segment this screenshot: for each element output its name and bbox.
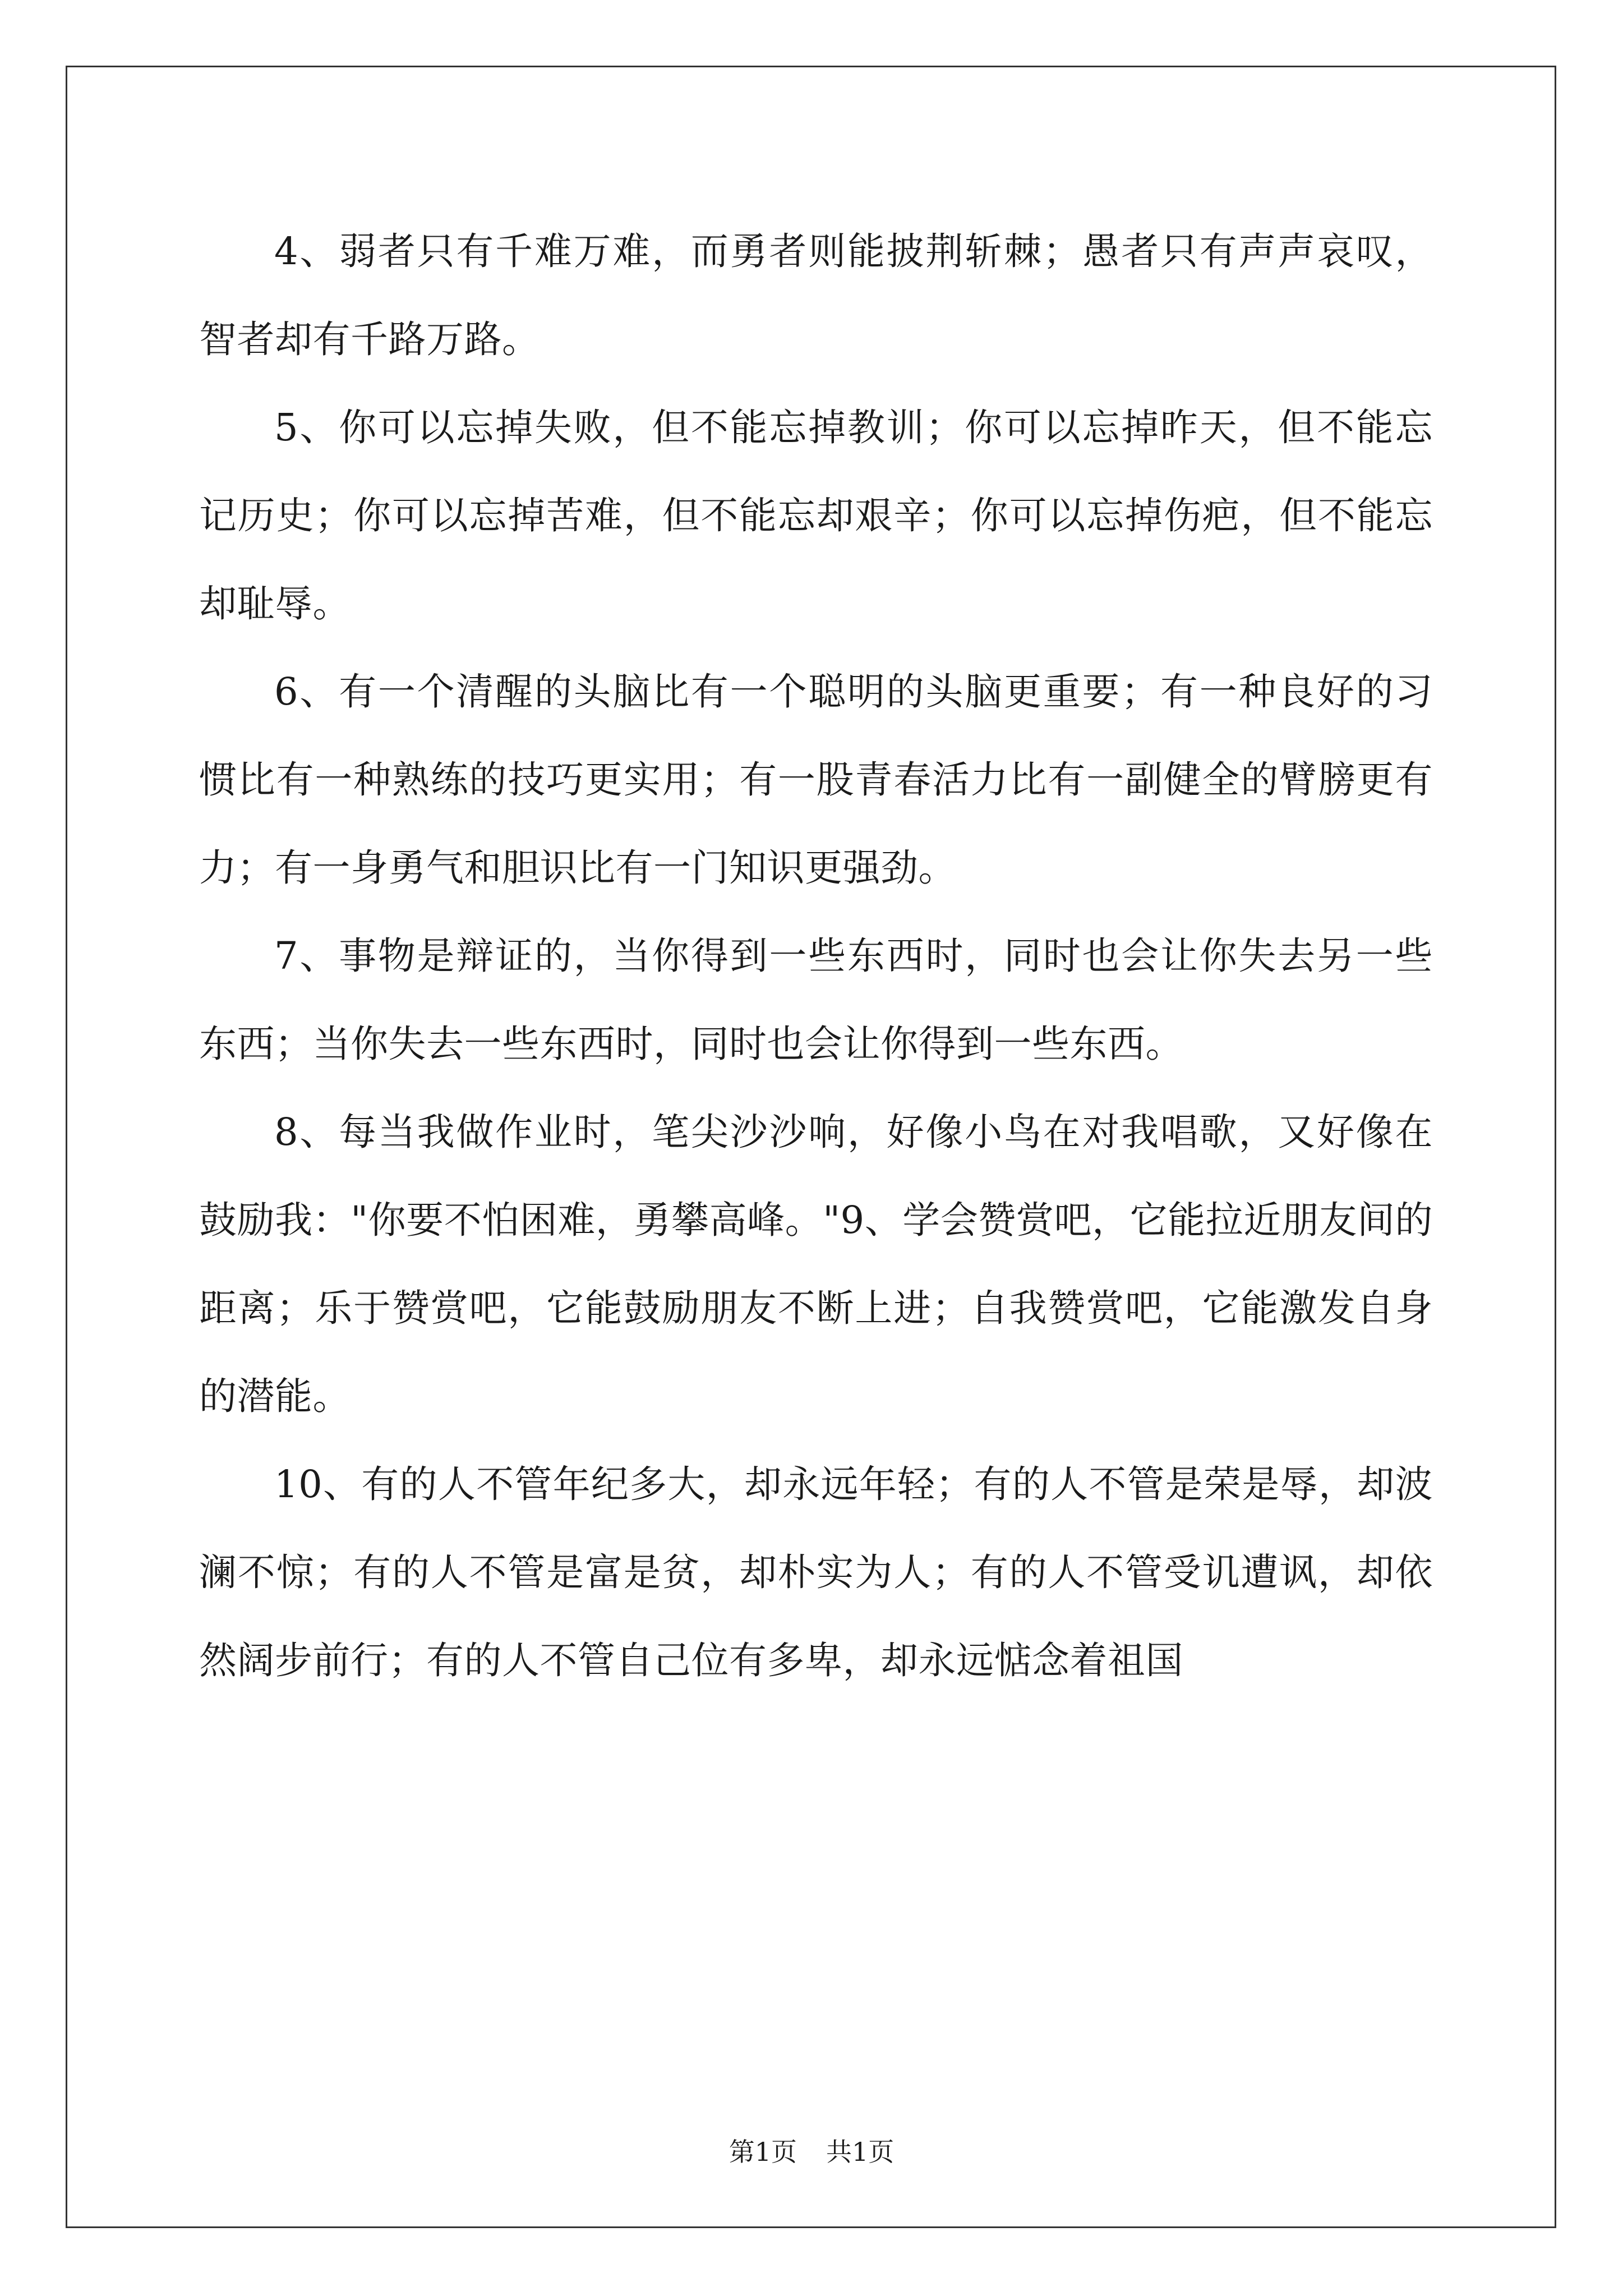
paragraph-6: 6、有一个清醒的头脑比有一个聪明的头脑更重要；有一种良好的习惯比有一种熟练的技巧更实用；有一股青春活力比有一副健全的臂膀更有力；有一身勇气和胆识比有一门知识更强劲。 — [199, 670, 1433, 890]
paragraph-8-9: 8、每当我做作业时，笔尖沙沙响，好像小鸟在对我唱歌，又好像在鼓励我："你要不怕困难，勇攀高峰。"9、学会赞赏吧，它能拉近朋友间的距离；乐于赞赏吧，它能鼓励朋友不断上进；自我赞赏吧，它能激发自身的潜能。 — [199, 1110, 1433, 1418]
page-total: 共1页 — [826, 2137, 895, 2167]
paragraph-4: 4、弱者只有千难万难，而勇者则能披荆斩棘；愚者只有声声哀叹，智者却有千路万路。 — [199, 229, 1433, 361]
paragraph-5: 5、你可以忘掉失败，但不能忘掉教训；你可以忘掉昨天，但不能忘记历史；你可以忘掉苦难，但不能忘却艰辛；你可以忘掉伤疤，但不能忘却耻辱。 — [199, 406, 1433, 625]
paragraph-10: 10、有的人不管年纪多大，却永远年轻；有的人不管是荣是辱，却波澜不惊；有的人不管是富是贫，却朴实为人；有的人不管受讥遭讽，却依然阔步前行；有的人不管自己位有多卑，却永远惦念着祖国 — [199, 1462, 1433, 1682]
page-number: 第1页 — [728, 2137, 797, 2167]
paragraph-7: 7、事物是辩证的，当你得到一些东西时，同时也会让你失去另一些东西；当你失去一些东西时，同时也会让你得到一些东西。 — [199, 934, 1433, 1066]
document-body — [199, 208, 1433, 1705]
page-footer — [0, 2132, 1623, 2169]
